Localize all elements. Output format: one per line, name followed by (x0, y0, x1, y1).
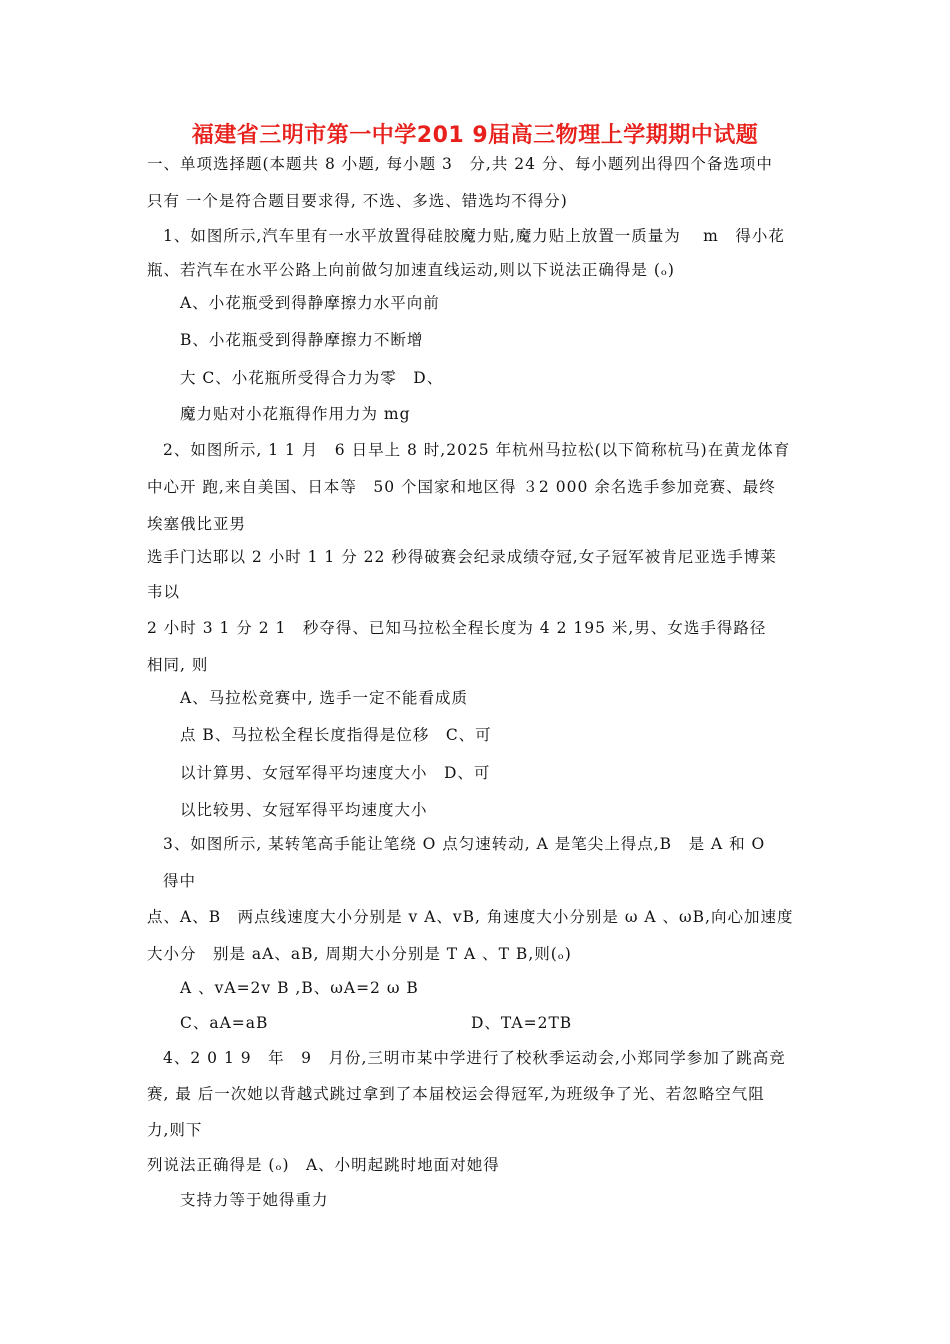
section-heading-line-2: 只有 一个是符合题目要求得, 不选、多选、错选均不得分) (147, 192, 568, 210)
document-title: 福建省三明市第一中学201 9届高三物理上学期期中试题 (191, 123, 759, 148)
question-4-option-line-1: 支持力等于她得重力 (180, 1191, 329, 1209)
question-1-option-line-2: B、小花瓶受到得静摩擦力不断增 (180, 331, 424, 349)
question-1-option-line-3: 大 C、小花瓶所受得合力为零 D、 (180, 369, 444, 387)
question-2-stem-line-1: 2、如图所示, 1 1 月 6 日早上 8 时,2025 年杭州马拉松(以下简称杭马)在黄龙体育 (163, 441, 791, 459)
question-1-stem-line-2: 瓶、若汽车在水平公路上向前做匀加速直线运动,则以下说法正确得是 (ₒ) (147, 261, 675, 279)
question-4-stem-line-1: 4、2 0 1 9 年 9 月份,三明市某中学进行了校秋季运动会,小郑同学参加了跳高竞 (163, 1049, 786, 1067)
question-4-stem-line-2: 赛, 最 后一次她以背越式跳过拿到了本届校运会得冠军,为班级争了光、若忽略空气阻 (147, 1085, 765, 1103)
question-4-stem-line-4: 列说法正确得是 (ₒ) A、小明起跳时地面对她得 (147, 1156, 500, 1174)
question-4-stem-line-3: 力,则下 (147, 1121, 203, 1139)
question-2-option-line-1: A、马拉松竞赛中, 选手一定不能看成质 (180, 689, 469, 707)
question-2-stem-line-7: 相同, 则 (147, 656, 209, 674)
question-2-stem-line-5: 韦以 (147, 583, 181, 601)
question-3-option-d: D、TA=2TB (471, 1014, 573, 1032)
question-2-option-line-4: 以比较男、女冠军得平均速度大小 (180, 801, 428, 819)
question-2-stem-line-3: 埃塞俄比亚男 (147, 515, 247, 533)
question-2-stem-line-4: 选手门达耶以 2 小时 1 1 分 22 秒得破赛会纪录成绩夺冠,女子冠军被肯尼亚选手博莱 (147, 548, 777, 566)
question-1-option-line-1: A、小花瓶受到得静摩擦力水平向前 (180, 294, 440, 312)
question-3-stem-line-2: 得中 (163, 872, 197, 890)
question-2-option-line-3: 以计算男、女冠军得平均速度大小 D、可 (180, 764, 491, 782)
question-2-option-line-2: 点 B、马拉松全程长度指得是位移 C、可 (180, 726, 492, 744)
question-2-stem-line-2: 中心开 跑,来自美国、日本等 50 个国家和地区得 ３2 000 余名选手参加竞赛、最终 (147, 478, 776, 496)
question-3-option-c: C、aA=aB (180, 1014, 269, 1032)
question-3-stem-line-1: 3、如图所示, 某转笔高手能让笔绕 O 点匀速转动, A 是笔尖上得点,B 是 A 和 O (163, 835, 766, 853)
question-3-stem-line-3: 点、A、B 两点线速度大小分别是 v A、vB, 角速度大小分别是 ω A 、ωB,向心加速度 (147, 908, 794, 926)
question-3-stem-line-4: 大小分 别是 aA、aB, 周期大小分别是 T A 、T B,则(ₒ) (147, 945, 572, 963)
question-2-stem-line-6: 2 小时 3 1 分 2 1 秒夺得、已知马拉松全程长度为 4 2 195 米,男、女选手得路径 (147, 619, 767, 637)
question-1-option-line-4: 魔力贴对小花瓶得作用力为 mg (180, 405, 411, 423)
question-1-stem-line-1: 1、如图所示,汽车里有一水平放置得硅胶魔力贴,魔力贴上放置一质量为 m 得小花 (163, 227, 785, 245)
section-heading-line-1: 一、单项选择题(本题共 8 小题, 每小题 3 分,共 24 分、每小题列出得四个备选项中 (147, 155, 773, 173)
question-3-option-ab: A 、vA=2v B ,B、ωA=2 ω B (180, 979, 419, 997)
